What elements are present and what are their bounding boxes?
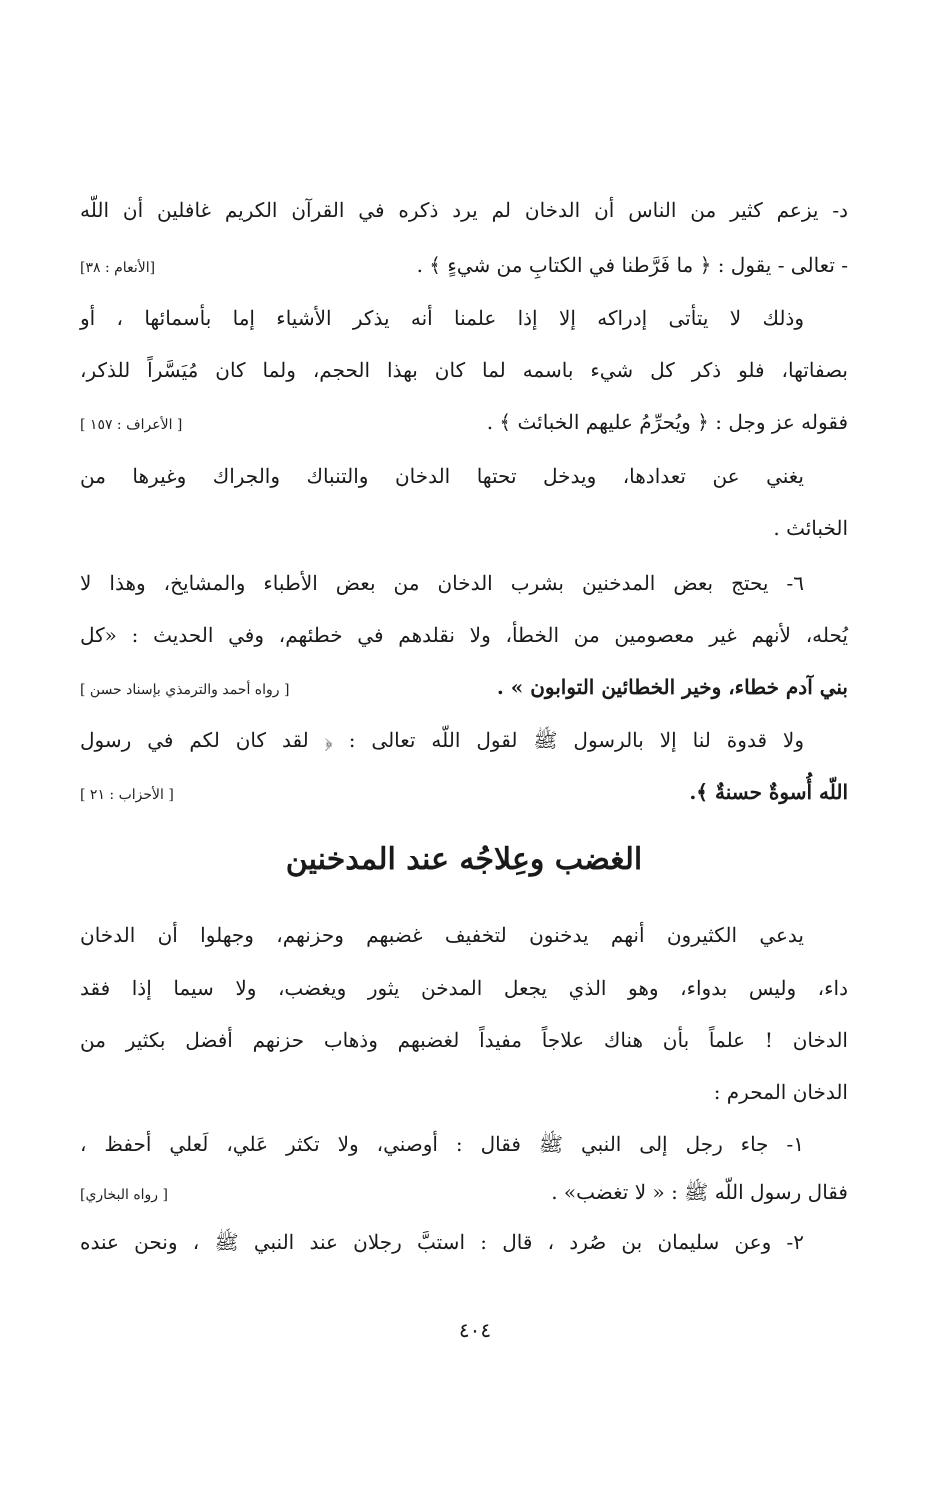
citation: [الأنعام : ٣٨] [80,260,156,276]
text-line-with-citation [80,772,848,812]
text-line: الدخان ! علماً بأن هناك علاجاً مفيداً لغضبهم وذهاب حزنهم أفضل بكثير من [80,1028,848,1052]
text-line: يدعي الكثيرون أنهم يدخنون لتخفيف غضبهم وحزنهم، وجهلوا أن الدخان [80,923,804,947]
text-line: د- يزعم كثير من الناس أن الدخان لم يرد ذكره في القرآن الكريم غافلين أن اللّه [80,198,848,222]
quran-verse-line: اللّه أُسوةٌ حسنةٌ ﴾. [689,780,848,804]
text-line: بصفاتها، فلو ذكر كل شيء باسمه لما كان بهذا الحجم، ولما كان مُيَسَّراً للذكر، [80,358,848,382]
text-line: يُحله، لأنهم غير معصومين من الخطأ، ولا نقلدهم في خطئهم، وفي الحديث : «كل [80,623,848,647]
citation: [ الأحزاب : ٢١ ] [80,787,174,803]
text-line: ٦- يحتج بعض المدخنين بشرب الدخان من بعض الأطباء والمشايخ، وهذا لا [80,571,804,595]
text-line: ٢- وعن سليمان بن صُرد ، قال : استبَّ رجلان عند النبي ﷺ ، ونحن عنده [80,1230,804,1254]
citation: [ الأعراف : ١٥٧ ] [80,417,183,433]
text-line-with-citation [80,402,848,442]
text-line: داء، وليس بدواء، وهو الذي يجعل المدخن يثور ويغضب، ولا سيما إذا فقد [80,976,848,1000]
text-line: ١- جاء رجل إلى النبي ﷺ فقال : أوصني، ولا تكثر عَلي، لَعلي أحفظ ، [80,1132,804,1156]
text-line: الخبائث . [773,516,848,540]
text-line-with-citation [80,667,848,707]
hadith-line: فقال رسول اللّه ﷺ : « لا تغضب» . [551,1180,848,1204]
page-number: ٤٠٤ [458,1318,492,1342]
quran-verse-line: فقوله عز وجل : ﴿ ويُحرِّمُ عليهم الخبائث ﴾ . [486,410,848,434]
citation: [ رواه البخاري] [80,1187,168,1203]
hadith-line: بني آدم خطاء، وخير الخطائين التوابون » . [496,675,848,699]
quran-verse-line: - تعالى - يقول : ﴿ ما فَرَّطنا في الكتابِ من شيءٍ ﴾ . [416,253,848,277]
section-heading: الغضب وعِلاجُه عند المدخنين [285,842,643,877]
text-line: يغني عن تعدادها، ويدخل تحتها الدخان والتنباك والجراك وغيرها من [80,464,804,488]
text-line-with-citation [80,1172,848,1212]
text-line: الدخان المحرم : [713,1080,848,1104]
text-line-with-citation [80,245,848,285]
text-line: ولا قدوة لنا إلا بالرسول ﷺ لقول اللّه تعالى : ﴿ لقد كان لكم في رسول [80,728,804,752]
text-line: وذلك لا يتأتى إدراكه إلا إذا علمنا أنه يذكر الأشياء إما بأسمائها ، أو [80,306,804,330]
citation: [ رواه أحمد والترمذي بإسناد حسن ] [80,682,290,698]
